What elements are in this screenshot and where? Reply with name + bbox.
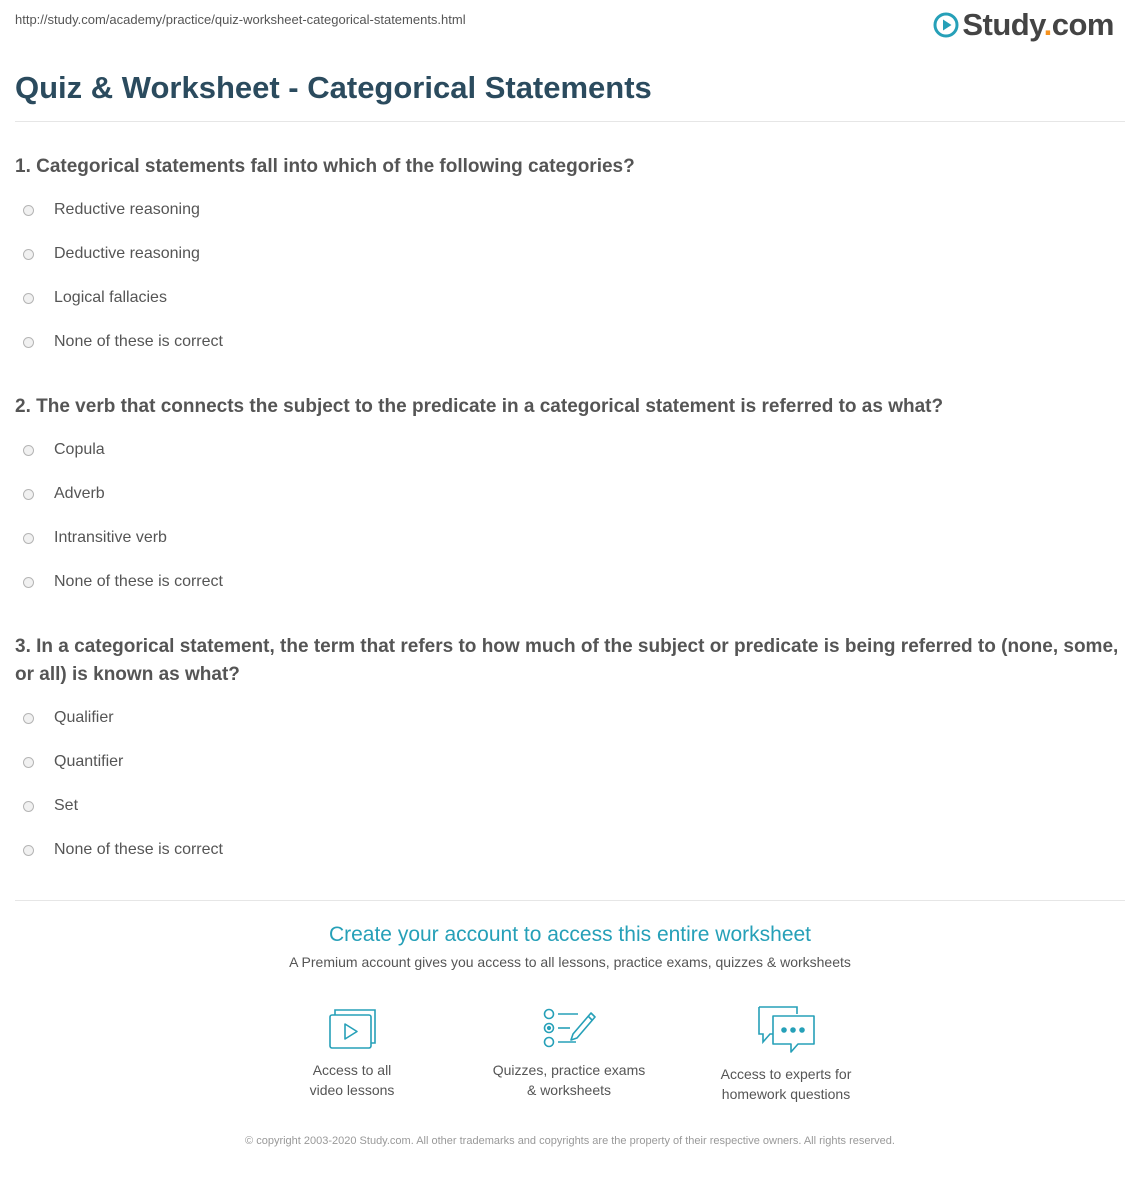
page-url: http://study.com/academy/practice/quiz-worksheet-categorical-statements.html [15,12,466,27]
answer-option[interactable] [15,428,1125,472]
feature-label: Quizzes, practice exams & worksheets [492,1062,646,1098]
radio-button[interactable] [23,757,34,768]
answer-option[interactable] [15,232,1125,276]
logo-wordmark: Study.com [962,7,1114,42]
answer-option[interactable] [15,516,1125,560]
answer-label: Copula [54,441,105,458]
answer-list [15,428,1125,604]
answer-label: Logical fallacies [54,289,167,306]
feature-label: Access to experts for homework questions [720,1066,852,1102]
divider [15,900,1125,901]
question-1 [15,153,1125,364]
answer-option[interactable] [15,828,1125,872]
radio-button[interactable] [23,845,34,856]
question-text: 2. The verb that connects the subject to the predicate in a categorical statement is referred to as what? [15,396,944,417]
answer-option[interactable] [15,320,1125,364]
question-text: 1. Categorical statements fall into which of the following categories? [15,156,635,177]
cta-subtitle: A Premium account gives you access to all lessons, practice exams, quizzes & worksheets [289,954,851,970]
answer-list [15,188,1125,364]
answer-option[interactable] [15,276,1125,320]
answer-label: Reductive reasoning [54,201,200,218]
feature-quizzes [469,1004,669,1100]
answer-option[interactable] [15,188,1125,232]
feature-video-lessons [252,1004,452,1100]
radio-button[interactable] [23,205,34,216]
radio-button[interactable] [23,293,34,304]
radio-button[interactable] [23,445,34,456]
radio-button[interactable] [23,489,34,500]
answer-option[interactable] [15,696,1125,740]
question-3 [15,633,1125,872]
feature-experts [686,1004,886,1104]
radio-button[interactable] [23,713,34,724]
answer-list [15,696,1125,872]
question-2 [15,393,1125,604]
divider [15,121,1125,122]
feature-label: Access to all video lessons [309,1062,395,1098]
answer-option[interactable] [15,560,1125,604]
answer-label: None of these is correct [54,333,223,350]
answer-option[interactable] [15,740,1125,784]
page-title: Quiz & Worksheet - Categorical Statements [15,70,652,105]
answer-label: None of these is correct [54,841,223,858]
copyright-text: © copyright 2003-2020 Study.com. All other trademarks and copyrights are the property of their respective owners. All rights reserved. [245,1135,895,1147]
answer-label: Quantifier [54,753,124,770]
answer-label: Qualifier [54,709,114,726]
quiz-checklist-icon [540,1004,598,1052]
play-logo-icon [933,12,959,38]
radio-button[interactable] [23,249,34,260]
expert-chat-icon [753,1004,819,1056]
answer-label: Adverb [54,485,105,502]
video-lessons-icon [324,1004,380,1052]
answer-option[interactable] [15,784,1125,828]
radio-button[interactable] [23,801,34,812]
answer-label: Set [54,797,79,814]
answer-option[interactable] [15,472,1125,516]
radio-button[interactable] [23,337,34,348]
radio-button[interactable] [23,577,34,588]
cta-title-link[interactable]: Create your account to access this entire worksheet [328,923,812,946]
question-text: 3. In a categorical statement, the term that refers to how much of the subject or predicate is being referred to (none, some, or all) is known as what? [15,636,1119,685]
answer-label: Intransitive verb [54,529,167,546]
study-logo[interactable] [933,8,1114,42]
answer-label: None of these is correct [54,573,223,590]
radio-button[interactable] [23,533,34,544]
answer-label: Deductive reasoning [54,245,200,262]
